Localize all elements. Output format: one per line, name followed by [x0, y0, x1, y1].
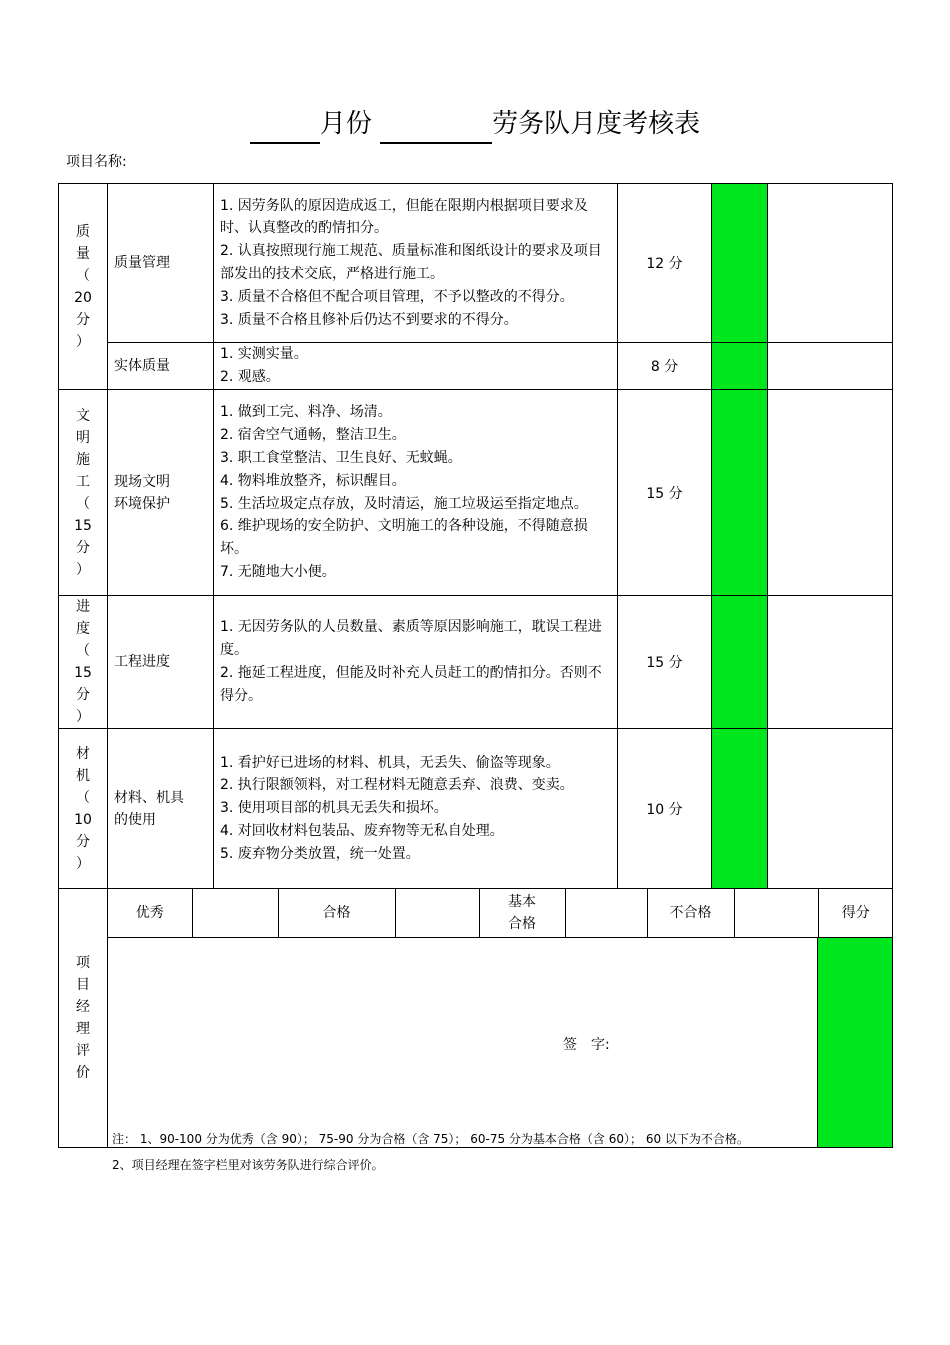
category-char: 15 — [74, 517, 92, 534]
requirement-line: 2. 认真按照现行施工规范、质量标准和图纸设计的要求及项目部发出的技术交底，严格进行施工。 — [220, 243, 602, 282]
note-manager: 2、项目经理在签字栏里对该劳务队进行综合评价。 — [112, 1158, 384, 1172]
requirement-line: 4. 物料堆放整齐，标识醒目。 — [220, 472, 406, 489]
requirement-line: 2. 拖延工程进度，但能及时补充人员赶工的酌情扣分。否则不得分。 — [220, 665, 602, 704]
category-char: 进 — [76, 599, 90, 615]
category-char: 15 — [74, 665, 92, 681]
score-entity-quality: 8 分 — [618, 343, 712, 390]
category-char: （ — [76, 267, 90, 284]
remark-materials[interactable] — [768, 729, 893, 889]
requirement-line: 1. 看护好已进场的材料、机具，无丢失、偷盗等现象。 — [220, 754, 560, 771]
grade-score-label: 得分 — [841, 905, 870, 921]
requirement-line: 4. 对回收材料包装品、废弃物等无私自处理。 — [220, 822, 504, 839]
remark-progress[interactable] — [768, 596, 893, 729]
requirements-entity-quality — [214, 343, 618, 390]
month-blank[interactable] — [250, 112, 320, 144]
score-civilized: 15 分 — [618, 390, 712, 596]
requirements-civilized — [214, 390, 618, 596]
score-input-quality-management[interactable] — [712, 184, 768, 343]
requirement-line: 3. 职工食堂整洁、卫生良好、无蚊蝇。 — [220, 449, 462, 466]
category-char: 价 — [76, 1065, 90, 1081]
requirement-line: 3. 质量不合格且修补后仍达不到要求的不得分。 — [220, 311, 518, 328]
category-char: 理 — [76, 1021, 90, 1037]
category-char: ） — [76, 333, 90, 350]
requirement-line: 3. 质量不合格但不配合项目管理，不予以整改的不得分。 — [220, 288, 574, 305]
row-progress — [59, 596, 893, 729]
row-materials — [59, 729, 893, 889]
category-char: 10 — [74, 811, 92, 828]
grades-table — [108, 889, 893, 937]
requirement-line: 7. 无随地大小便。 — [220, 563, 336, 580]
row-signature — [59, 938, 893, 1148]
category-char: 分 — [76, 833, 90, 850]
score-input-materials[interactable] — [712, 729, 768, 889]
category-char: 经 — [76, 999, 90, 1015]
grades-cell — [108, 889, 893, 938]
page-title — [0, 104, 950, 144]
requirement-line: 2. 宿舍空气通畅，整洁卫生。 — [220, 427, 406, 444]
row-evaluation-grades — [59, 889, 893, 938]
category-char: ） — [76, 561, 90, 578]
category-char: 工 — [76, 473, 90, 490]
requirement-line: 1. 无因劳务队的人员数量、素质等原因影响施工，耽误工程进度。 — [220, 619, 602, 659]
item-line: 现场文明 — [114, 473, 170, 490]
row-entity-quality — [59, 343, 893, 390]
category-char: 项 — [76, 955, 90, 971]
item-materials — [108, 729, 214, 889]
category-char: 材 — [76, 745, 90, 762]
signature-cell[interactable] — [108, 938, 893, 1148]
category-char: 评 — [76, 1043, 90, 1059]
grade-basic-label — [479, 889, 565, 937]
category-char: ） — [76, 855, 90, 872]
total-score-input[interactable] — [817, 938, 892, 1147]
grade-basic-line: 合格 — [508, 916, 536, 932]
category-char: 度 — [76, 621, 90, 637]
score-materials: 10 分 — [618, 729, 712, 889]
grade-excellent-label: 优秀 — [108, 889, 192, 937]
item-site-environment — [108, 390, 214, 596]
category-char: 施 — [76, 451, 90, 468]
category-char: （ — [76, 643, 90, 659]
item-entity-quality: 实体质量 — [108, 343, 214, 390]
requirement-line: 3. 使用项目部的机具无丢失和损坏。 — [220, 800, 448, 817]
requirement-line: 1. 因劳务队的原因造成返工，但能在限期内根据项目要求及时、认真整改的酌情扣分。 — [220, 197, 588, 237]
category-materials — [59, 729, 108, 889]
category-char: ） — [76, 709, 90, 725]
item-line: 环境保护 — [114, 495, 170, 512]
requirements-progress — [214, 596, 618, 729]
category-char: 机 — [76, 767, 90, 784]
project-name-label: 项目名称: — [66, 154, 127, 170]
category-char: 文 — [76, 407, 90, 424]
grade-fail-label: 不合格 — [647, 889, 734, 937]
category-char: 明 — [76, 429, 90, 446]
signature-label: 签 字: — [563, 1037, 610, 1053]
category-progress — [59, 596, 108, 729]
requirement-line: 6. 维护现场的安全防护、文明施工的各种设施，不得随意损坏。 — [220, 518, 588, 558]
item-quality-management: 质量管理 — [108, 184, 214, 343]
category-char: 分 — [76, 311, 90, 328]
category-quality — [59, 184, 108, 390]
item-line: 的使用 — [114, 811, 156, 828]
row-quality-management — [59, 184, 893, 343]
category-char: 质 — [76, 223, 90, 240]
category-char: 分 — [76, 539, 90, 556]
score-quality-management: 12 分 — [618, 184, 712, 343]
category-char: 分 — [76, 687, 90, 703]
requirement-line: 2. 观感。 — [220, 369, 280, 385]
grade-basic-line: 基本 — [508, 894, 536, 910]
category-evaluation — [59, 889, 108, 1148]
requirement-line: 5. 废弃物分类放置，统一处置。 — [220, 845, 420, 862]
requirements-materials — [214, 729, 618, 889]
score-input-entity-quality[interactable] — [712, 343, 768, 390]
title-month: 月份 — [319, 109, 372, 139]
item-line: 材料、机具 — [114, 789, 184, 806]
score-progress: 15 分 — [618, 596, 712, 729]
requirements-quality-management — [214, 184, 618, 343]
requirement-line: 1. 实测实量。 — [220, 346, 308, 363]
remark-quality-management[interactable] — [768, 184, 893, 343]
grade-pass-label: 合格 — [278, 889, 395, 937]
item-progress: 工程进度 — [108, 596, 214, 729]
category-char: 20 — [74, 289, 92, 306]
team-blank[interactable] — [380, 112, 492, 144]
grade-pass-check[interactable] — [395, 889, 479, 937]
assessment-table — [58, 183, 893, 1148]
row-civilized-construction — [59, 390, 893, 596]
requirement-line: 1. 做到工完、料净、场清。 — [220, 404, 392, 421]
remark-civilized[interactable] — [768, 390, 893, 596]
category-char: （ — [76, 495, 90, 512]
score-input-progress[interactable] — [712, 596, 768, 729]
title-main: 劳务队月度考核表 — [492, 109, 701, 139]
category-char: 量 — [76, 245, 90, 262]
requirement-line: 2. 执行限额领料，对工程材料无随意丢弃、浪费、变卖。 — [220, 777, 574, 794]
category-char: （ — [76, 789, 90, 806]
grade-excellent-check[interactable] — [192, 889, 278, 937]
grade-basic-check[interactable] — [565, 889, 647, 937]
remark-entity-quality[interactable] — [768, 343, 893, 390]
score-input-civilized[interactable] — [712, 390, 768, 596]
grade-fail-check[interactable] — [734, 889, 818, 937]
requirement-line: 5. 生活垃圾定点存放，及时清运，施工垃圾运至指定地点。 — [220, 495, 588, 512]
category-civilized — [59, 390, 108, 596]
category-char: 目 — [76, 977, 90, 993]
note-grading: 注： 1、90-100 分为优秀（含 90）； 75-90 分为合格（含 75）； 60-75 分为基本合格（含 60）； 60 以下为不合格。 — [112, 1132, 749, 1146]
